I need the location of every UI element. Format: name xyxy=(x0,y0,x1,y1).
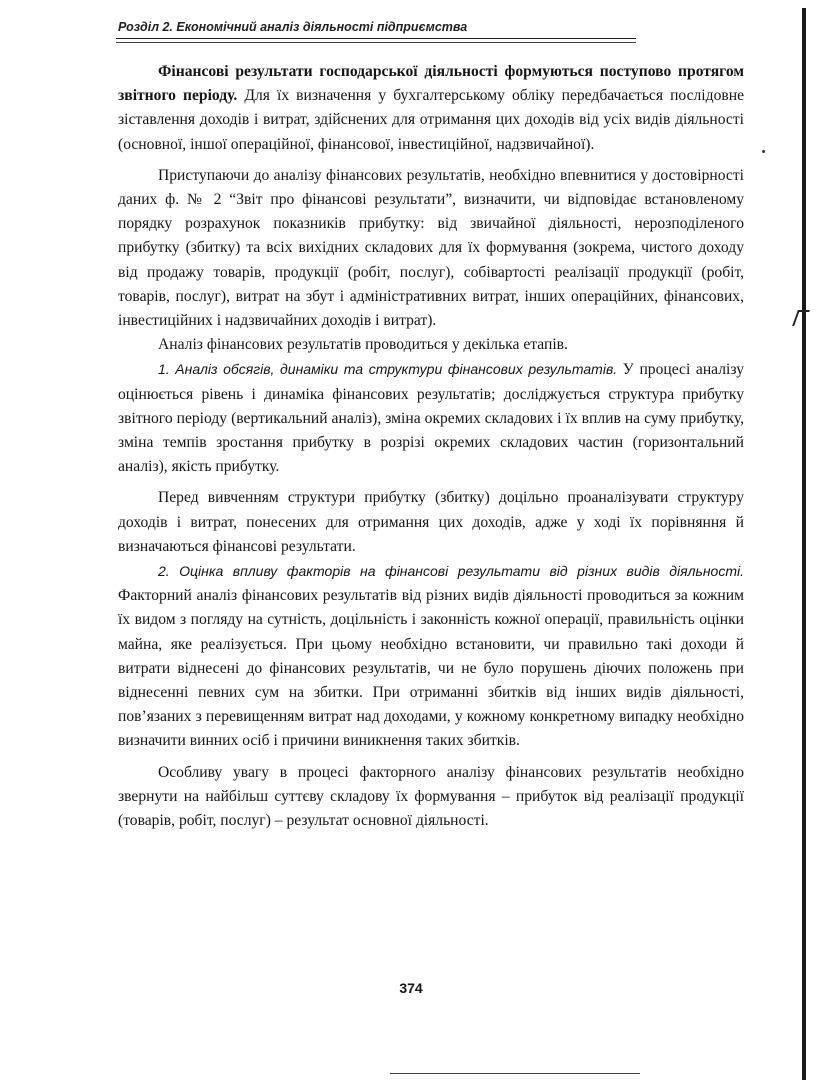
paragraph xyxy=(118,357,744,479)
paragraph-text: У процесі аналізу оцінюється рівень і динаміка фінансових результатів; досліджується структура прибутку звітного періоду (вертикальний аналіз), зміна окремих складових і їх вплив на суму прибутку, зміна темпів зростання прибутку в розрізі окремих складових частин (горизонтальний аналіз), якість прибутку. xyxy=(118,361,744,476)
paragraph-lead: Фінансові результати господарської діяльності формуються поступово протягом звітного періоду. xyxy=(118,63,744,105)
scan-edge-mark xyxy=(792,310,810,326)
section-heading: 2. Оцінка впливу факторів на фінансові результати від різних видів діяльності. xyxy=(158,563,744,580)
paragraph-text: Факторний аналіз фінансових результатів від різних видів діяльності проводиться за кожним їх видом з погляду на сутність, доцільність і законність кожної операції, правильність оцінки майна, яке реалізується. При цьому необхідно встановити, чи правильно такі доходи й витрати віднесені до фінансових результатів, чи не було порушень діючих положень при віднесенні певних сум на збитки. При отриманні збитків від інших видів діяльності, пов’язаних з перевищенням витрат над доходами, у кожному конкретному випадку необхідно визначити винних осіб і причини виникнення таких збитків. xyxy=(118,587,744,750)
scan-bottom-smudge xyxy=(390,1073,640,1074)
scan-edge-line xyxy=(802,8,806,1080)
page-body xyxy=(118,60,744,833)
paragraph-text: Для їх визначення у бухгалтерському обліку передбачається послідовне зіставлення доходів і витрат, здійснених для отримання цих доходів від усіх видів діяльності (основної, іншої операційної, фінансової, інвестиційної, надзвичайної). xyxy=(118,87,744,153)
scan-speck xyxy=(762,150,765,153)
paragraph xyxy=(118,60,744,157)
running-head: Розділ 2. Економічний аналіз діяльності підприємства xyxy=(118,20,468,34)
paragraph xyxy=(118,559,744,754)
paragraph: Аналіз фінансових результатів проводиться у декілька етапів. xyxy=(158,336,568,354)
page-number: 374 xyxy=(399,980,423,996)
header-rule xyxy=(116,38,636,39)
section-heading: 1. Аналіз обсягів, динаміки та структури фінансових результатів. xyxy=(158,361,618,378)
paragraph: Особливу увагу в процесі факторного аналізу фінансових результатів необхідно звернути на найбільш суттєву складову їх формування – прибуток від реалізації продукції (товарів, робіт, послуг) – результат основної діяльності. xyxy=(118,763,744,830)
paragraph: Приступаючи до аналізу фінансових результатів, необхідно впевнитися у достовірності даних ф. № 2 “Звіт про фінансові результати”, визначити, чи відповідає встановленому порядку розрахунок показників прибутку: від звичайної діяльності, нерозподіленого прибутку (збитку) та всіх вихідних складових для їх формування (зокрема, чистого доходу від продажу товарів, продукції (робіт, послуг), собівартості реалізації продукції (робіт, товарів, послуг), витрат на збут і адміністративних витрат, інших операційних, фінансових, інвестиційних і надзвичайних доходів і витрат). xyxy=(118,166,744,330)
paragraph: Перед вивченням структури прибутку (збитку) доцільно проаналізувати структуру доходів і витрат, понесених для отримання цих доходів, адже у ході їх порівняння й визначаються фінансові результати. xyxy=(118,489,744,555)
header-rule-thin xyxy=(116,42,636,43)
